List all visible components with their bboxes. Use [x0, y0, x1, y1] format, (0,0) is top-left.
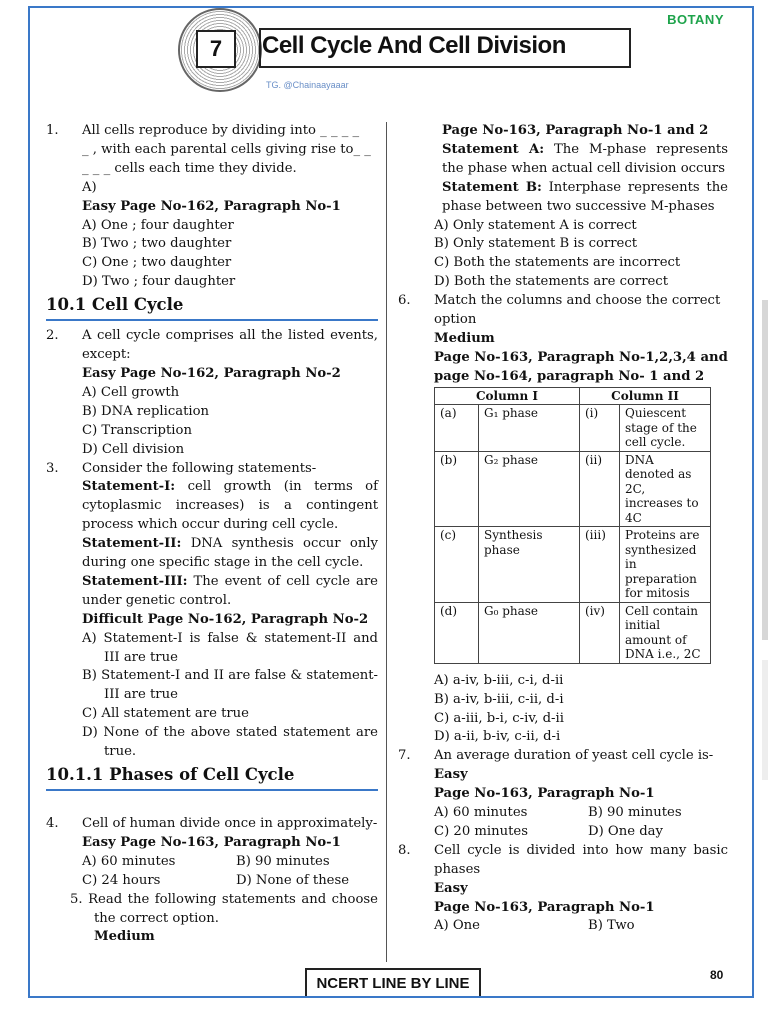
table-cell: DNA denoted as 2C, increases to 4C: [620, 451, 711, 527]
difficulty-level: Medium: [434, 330, 495, 346]
question-number: 4.: [46, 816, 59, 831]
statement-1: [82, 478, 378, 535]
left-column: [46, 122, 378, 947]
question-number: 2.: [46, 328, 59, 344]
table-cell: G₂ phase: [479, 451, 580, 527]
statement-label: Statement-III:: [82, 573, 188, 589]
table-row: [435, 451, 711, 527]
right-column: [398, 122, 728, 936]
question-1: [46, 122, 378, 292]
table-cell: (a): [435, 405, 479, 452]
option: B) a-iv, b-iii, c-ii, d-i: [434, 691, 564, 707]
table-cell: Quiescent stage of the cell cycle.: [620, 405, 711, 452]
question-text: All cells reproduce by dividing into _ _ _ _: [82, 123, 360, 138]
option: A) Only statement A is correct: [434, 217, 637, 233]
question-number: 1.: [46, 123, 59, 138]
section-heading: 10.1 Cell Cycle: [46, 294, 378, 321]
question-3: [46, 460, 378, 763]
option: D) None of the above stated statement are true.: [82, 725, 378, 760]
option: B) Only statement B is correct: [434, 236, 638, 252]
page-number: 80: [710, 968, 724, 982]
statement-text: Interphase represents the phase between two successive M-phases: [442, 179, 728, 214]
question-text: Cell of human divide once in approximately-: [82, 816, 378, 831]
reference: Page No-163, Paragraph No-1,2,3,4 and page No-164, paragraph No- 1 and 2: [434, 349, 728, 384]
table-cell: G₁ phase: [479, 405, 580, 452]
question-4: [46, 815, 378, 891]
option: D) a-ii, b-iv, c-ii, d-i: [434, 729, 561, 745]
statement-label: Statement-II:: [82, 536, 182, 552]
table-cell: (b): [435, 451, 479, 527]
statement-label: Statement A:: [442, 141, 545, 157]
statement-text: The event of cell cycle are under genetic control.: [82, 573, 378, 608]
option: C) a-iii, b-i, c-iv, d-ii: [434, 710, 564, 726]
option: D) None of these: [236, 872, 350, 888]
chapter-title: Cell Cycle And Cell Division: [262, 32, 566, 59]
difficulty-level: Easy: [434, 767, 468, 783]
option: D) Two ; four daughter: [82, 274, 236, 290]
option: B) DNA replication: [82, 403, 210, 419]
option: C) 20 minutes: [434, 823, 528, 839]
options-row: [434, 917, 728, 936]
option: D) Cell division: [82, 441, 185, 457]
option: D) One day: [588, 823, 663, 839]
options-row: [434, 823, 728, 842]
question-number: 7.: [398, 748, 411, 764]
option: A) One: [434, 918, 480, 934]
option: C) Both the statements are incorrect: [434, 255, 681, 271]
question-2: [46, 327, 378, 459]
table-cell: (c): [435, 527, 479, 603]
question-text: Consider the following statements-: [82, 460, 317, 476]
reference: Difficult Page No-162, Paragraph No-2: [82, 611, 369, 627]
table-cell: (i): [580, 405, 620, 452]
table-row: [435, 527, 711, 603]
footer-label: NCERT LINE BY LINE: [305, 968, 481, 996]
question-6: [398, 292, 728, 387]
question-text: Cell cycle is divided into how many basic phases: [434, 842, 728, 877]
chapter-number: 7: [196, 30, 236, 68]
statement-2: [82, 535, 378, 573]
reference: Easy Page No-162, Paragraph No-1: [82, 198, 341, 214]
option: A) Statement-I is false & statement-II and III are true: [82, 630, 378, 665]
column-header: Column I: [435, 387, 580, 405]
difficulty-level: Easy: [434, 880, 468, 896]
table-cell: (ii): [580, 451, 620, 527]
column-divider: [386, 122, 387, 962]
question-text: A cell cycle comprises all the listed events, except:: [82, 328, 378, 363]
reference: Page No-163, Paragraph No-1 and 2: [442, 123, 709, 138]
option: C) One ; two daughter: [82, 255, 232, 271]
page-edge-shadow: [762, 300, 768, 640]
question-text: An average duration of yeast cell cycle is-: [434, 748, 714, 764]
question-6-options: [398, 672, 728, 748]
question-number: 8.: [398, 842, 411, 858]
option: C) 24 hours: [82, 872, 161, 888]
option: A) 60 minutes: [434, 805, 528, 821]
question-5: [46, 891, 378, 948]
subject-label: BOTANY: [667, 12, 724, 27]
option: A) a-iv, b-iii, c-i, d-ii: [434, 672, 564, 688]
statement-text: DNA synthesis occur only during one specific stage in the cell cycle.: [82, 536, 378, 571]
option: A) Cell growth: [82, 384, 180, 400]
options-row: [82, 853, 378, 872]
option: D) Both the statements are correct: [434, 274, 668, 290]
reference: Easy Page No-162, Paragraph No-2: [82, 365, 341, 381]
table-row: [435, 405, 711, 452]
statement-label: Statement-I:: [82, 479, 176, 495]
table-cell: (d): [435, 602, 479, 663]
page-edge-shadow: [762, 660, 768, 780]
statement-3: [82, 573, 378, 611]
difficulty-level: Medium: [94, 929, 155, 945]
statement-text: The M-phase represents the phase when actual cell division occurs: [442, 141, 728, 176]
options-row: [82, 872, 378, 891]
table-cell: (iii): [580, 527, 620, 603]
option: B) 90 minutes: [588, 805, 682, 821]
table-cell: G₀ phase: [479, 602, 580, 663]
credit-text: TG. @Chainaayaaar: [266, 80, 349, 90]
options-row: [434, 804, 728, 823]
reference: Easy Page No-163, Paragraph No-1: [82, 834, 341, 850]
reference: Page No-163, Paragraph No-1: [434, 786, 655, 802]
question-text: Match the columns and choose the correct option: [434, 293, 721, 328]
option: C) Transcription: [82, 422, 192, 438]
option: C) All statement are true: [82, 706, 249, 722]
question-number: 6.: [398, 293, 411, 309]
option: B) Two ; two daughter: [82, 236, 232, 252]
question-5-continued: [398, 122, 728, 292]
table-cell: (iv): [580, 602, 620, 663]
question-8: [398, 842, 728, 937]
table-cell: Cell contain initial amount of DNA i.e., 2C: [620, 602, 711, 663]
table-cell: Synthesis phase: [479, 527, 580, 603]
question-7: [398, 747, 728, 842]
table-header-row: [435, 387, 711, 405]
question-number: 3.: [46, 460, 59, 476]
option: A) One ; four daughter: [82, 217, 234, 233]
option: A) 60 minutes: [82, 853, 176, 869]
column-header: Column II: [580, 387, 711, 405]
section-heading: 10.1.1 Phases of Cell Cycle: [46, 764, 378, 791]
match-table: [434, 387, 711, 664]
question-text: _ _ _ cells each time they divide.: [82, 160, 297, 176]
question-text: _ , with each parental cells giving rise to_ _: [82, 141, 371, 157]
option: B) Two: [588, 918, 635, 934]
statement-text: cell growth (in terms of cytoplasmic increases) is a contingent process which occur during cell cycle.: [82, 479, 378, 533]
option: B) 90 minutes: [236, 853, 330, 869]
option: B) Statement-I and II are false & statement-III are true: [82, 668, 378, 703]
table-row: [435, 602, 711, 663]
reference: Page No-163, Paragraph No-1: [434, 899, 655, 915]
table-cell: Proteins are synthesized in preparation for mitosis: [620, 527, 711, 603]
question-text: A): [82, 179, 97, 195]
question-text: 5. Read the following statements and choose the correct option.: [70, 891, 378, 926]
statement-label: Statement B:: [442, 179, 542, 195]
